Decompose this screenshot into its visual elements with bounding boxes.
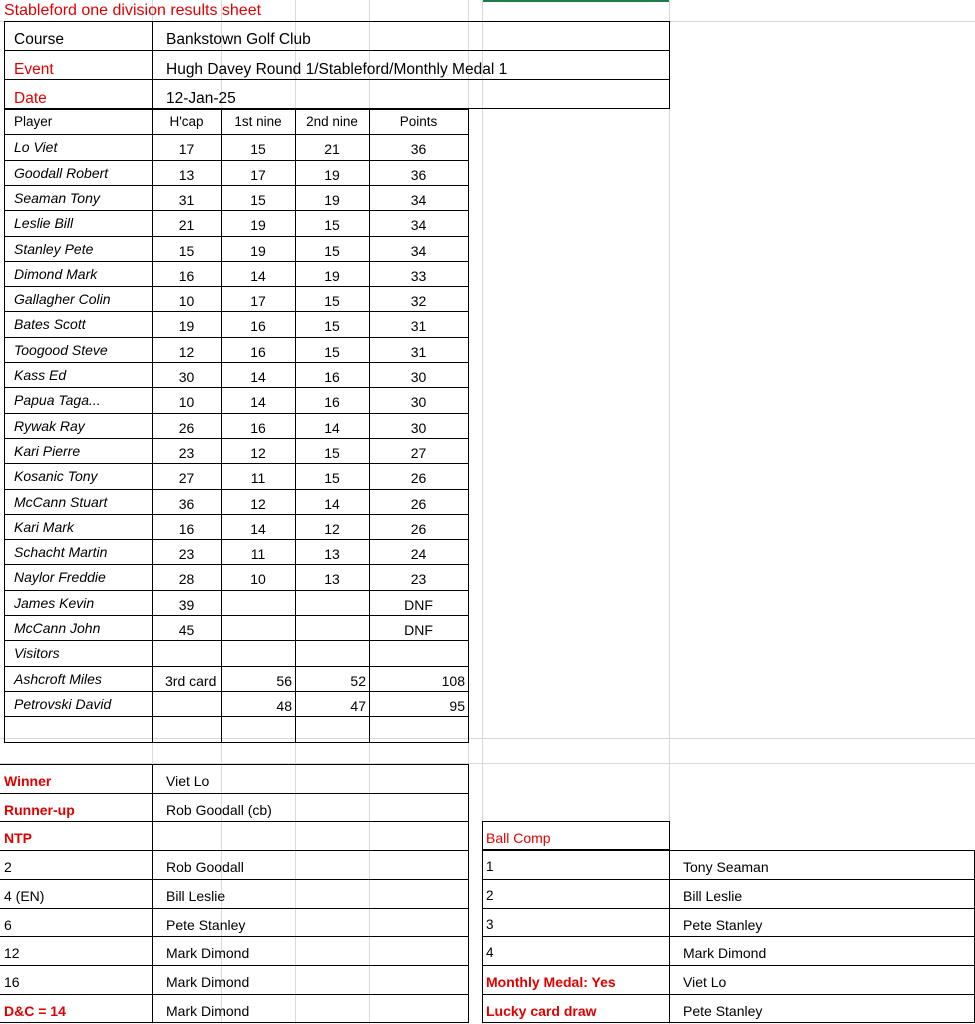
player-first-nine: 16	[250, 419, 266, 436]
header-divider	[152, 21, 153, 109]
player-second-nine: 15	[324, 293, 340, 310]
player-first-nine: 12	[250, 444, 266, 461]
player-name: Leslie Bill	[14, 215, 74, 232]
results-row-border	[0, 793, 469, 794]
ball-comp-name[interactable]: Mark Dimond	[683, 945, 767, 962]
player-first-nine: 10	[250, 571, 266, 588]
player-hcap: 31	[178, 191, 195, 208]
ball-comp-label: Ball Comp	[486, 830, 551, 847]
player-second-nine: 21	[324, 141, 340, 158]
player-name: Bates Scott	[14, 316, 86, 333]
player-name: Rywak Ray	[14, 417, 85, 434]
player-hcap: 39	[178, 596, 195, 613]
course-label: Course	[14, 31, 64, 48]
header-divider	[4, 79, 670, 80]
results-row-border	[0, 965, 469, 966]
player-hcap: 27	[178, 470, 195, 487]
runner-up-label: Runner-up	[4, 801, 75, 818]
player-name: Goodall Robert	[14, 164, 109, 181]
visitor-name: Petrovski David	[14, 695, 112, 712]
player-name: Papua Taga...	[14, 392, 101, 409]
results-row-border	[0, 821, 469, 822]
ball-comp-place: 2	[486, 887, 494, 903]
player-name: James Kevin	[14, 594, 95, 611]
lucky-card-label: Lucky card draw	[486, 1002, 597, 1019]
player-hcap: 23	[178, 444, 195, 461]
col-header-2: 1st nine	[234, 114, 282, 129]
player-points: 24	[410, 546, 427, 563]
player-name: Lo Viet	[14, 139, 58, 156]
results-row-border	[0, 994, 469, 995]
player-name: Schacht Martin	[14, 544, 108, 561]
player-second-nine: 19	[324, 267, 340, 284]
player-hcap: 36	[178, 495, 195, 512]
player-points: 26	[410, 495, 427, 512]
player-points: 34	[410, 191, 427, 208]
player-name: Kari Mark	[14, 518, 74, 535]
player-second-nine: 13	[324, 546, 340, 563]
player-second-nine: 15	[324, 444, 340, 461]
player-points: 23	[410, 571, 427, 588]
event-value[interactable]: Hugh Davey Round 1/Stableford/Monthly Medal 1	[166, 61, 508, 78]
player-second-nine: 14	[324, 419, 340, 436]
selected-cell-indicator	[483, 0, 669, 2]
player-points: 30	[410, 394, 427, 411]
player-hcap: 12	[178, 343, 195, 360]
player-name: Dimond Mark	[14, 265, 98, 282]
player-second-nine: 19	[324, 166, 340, 183]
player-first-nine: 16	[250, 343, 266, 360]
player-points: 32	[410, 293, 427, 310]
player-first-nine: 15	[250, 141, 266, 158]
ball-comp-place: 1	[486, 859, 494, 875]
ball-comp-row-border	[482, 1022, 975, 1023]
player-hcap: 21	[178, 217, 195, 234]
dc-value[interactable]: Mark Dimond	[166, 1002, 250, 1019]
player-points: 33	[410, 267, 427, 284]
player-second-nine: 12	[324, 520, 340, 537]
ntp-hole: 16	[4, 973, 20, 990]
ball-comp-name[interactable]: Tony Seaman	[683, 859, 769, 876]
player-name: Stanley Pete	[14, 240, 94, 257]
player-points: 26	[410, 470, 427, 487]
dc-label: D&C = 14	[4, 1002, 66, 1019]
visitors-label: Visitors	[14, 645, 60, 662]
visitor-second-nine: 47	[350, 697, 366, 714]
player-second-nine: 16	[324, 369, 340, 385]
player-second-nine: 15	[324, 242, 340, 259]
player-hcap: 45	[178, 622, 195, 638]
player-name: Kass Ed	[14, 367, 67, 383]
player-first-nine: 14	[250, 267, 266, 284]
player-second-nine: 15	[324, 217, 340, 234]
ntp-hole: 6	[4, 916, 12, 933]
header-divider	[4, 50, 670, 51]
player-points: 27	[410, 444, 427, 461]
player-hcap: 17	[178, 141, 195, 158]
table-row-border	[4, 640, 469, 641]
player-points: 30	[410, 419, 427, 436]
ball-comp-place: 3	[486, 916, 494, 932]
visitor-hcap: 3rd card	[165, 672, 217, 689]
course-value[interactable]: Bankstown Golf Club	[166, 31, 311, 48]
results-row-border	[0, 879, 469, 880]
player-second-nine: 16	[324, 394, 340, 411]
player-hcap: 30	[178, 369, 195, 385]
player-hcap: 23	[178, 546, 195, 563]
player-points: 36	[410, 141, 427, 158]
player-first-nine: 11	[250, 546, 266, 563]
player-second-nine: 15	[324, 470, 340, 487]
player-second-nine: 19	[324, 191, 340, 208]
player-first-nine: 14	[250, 369, 266, 385]
ball-comp-row-border	[482, 994, 975, 995]
results-col-border	[152, 764, 153, 1022]
runner-up-value[interactable]: Rob Goodall (cb)	[166, 801, 272, 818]
player-first-nine: 16	[250, 318, 266, 335]
player-first-nine: 14	[250, 520, 266, 537]
date-value[interactable]: 12-Jan-25	[166, 90, 236, 107]
sheet-title: Stableford one division results sheet	[4, 2, 262, 19]
player-hcap: 28	[178, 571, 195, 588]
ntp-hole: 2	[4, 859, 12, 876]
results-row-border	[0, 936, 469, 937]
player-points: 36	[410, 166, 427, 183]
ball-comp-name[interactable]: Pete Stanley	[683, 916, 763, 933]
event-label: Event	[14, 61, 54, 78]
player-name: McCann John	[14, 620, 101, 636]
player-second-nine: 15	[324, 318, 340, 335]
visitor-first-nine: 56	[276, 672, 292, 689]
player-first-nine: 14	[250, 394, 266, 411]
player-first-nine: 19	[250, 242, 266, 259]
ball-comp-row-border	[482, 879, 975, 880]
player-first-nine: 19	[250, 217, 266, 234]
ball-comp-row-border	[482, 936, 975, 937]
visitor-name: Ashcroft Miles	[14, 670, 102, 687]
player-points: 31	[410, 318, 427, 335]
winner-value[interactable]: Viet Lo	[166, 773, 210, 789]
col-header-1: H'cap	[169, 114, 204, 129]
ball-comp-col-border	[669, 850, 670, 1022]
player-points: DNF	[404, 622, 433, 638]
player-first-nine: 12	[250, 495, 266, 512]
player-name: Kosanic Tony	[14, 468, 98, 485]
table-row-border	[4, 109, 469, 110]
visitor-first-nine: 48	[276, 697, 292, 714]
player-hcap: 10	[178, 394, 195, 411]
ntp-hole: 12	[4, 945, 20, 962]
table-row-border	[4, 716, 469, 717]
ntp-hole: 4 (EN)	[4, 887, 45, 904]
table-row-border	[4, 742, 469, 743]
ntp-label: NTP	[4, 830, 32, 847]
player-name: Toogood Steve	[14, 341, 108, 358]
player-points: 34	[410, 217, 427, 234]
ntp-winner[interactable]: Mark Dimond	[166, 945, 250, 962]
player-points: 30	[410, 369, 427, 385]
player-first-nine: 15	[250, 191, 266, 208]
results-row-border	[0, 1022, 469, 1023]
results-row-border	[0, 908, 469, 909]
ntp-winner[interactable]: Rob Goodall	[166, 859, 244, 876]
player-name: McCann Stuart	[14, 493, 108, 510]
player-hcap: 13	[178, 166, 195, 183]
player-second-nine: 15	[324, 343, 340, 360]
player-first-nine: 11	[250, 470, 266, 487]
player-points: 31	[410, 343, 427, 360]
player-hcap: 16	[178, 520, 195, 537]
player-points: 34	[410, 242, 427, 259]
monthly-medal-value[interactable]: Viet Lo	[683, 973, 727, 990]
ball-comp-name[interactable]: Bill Leslie	[683, 887, 743, 904]
lucky-card-value[interactable]: Pete Stanley	[683, 1002, 763, 1019]
ball-comp-row-border	[482, 908, 975, 909]
player-name: Gallagher Colin	[14, 291, 111, 308]
visitor-points: 95	[449, 697, 465, 714]
player-points: DNF	[404, 596, 433, 613]
player-hcap: 15	[178, 242, 195, 259]
ntp-winner[interactable]: Pete Stanley	[166, 916, 246, 933]
ball-comp-row-border	[482, 965, 975, 966]
player-second-nine: 14	[324, 495, 340, 512]
player-first-nine: 17	[250, 166, 266, 183]
player-hcap: 26	[178, 419, 195, 436]
player-second-nine: 13	[324, 571, 340, 588]
col-header-4: Points	[399, 114, 438, 129]
visitor-second-nine: 52	[350, 672, 366, 689]
player-name: Naylor Freddie	[14, 569, 106, 586]
date-label: Date	[14, 90, 47, 107]
results-row-border	[0, 850, 469, 851]
player-hcap: 19	[178, 318, 195, 335]
visitor-points: 108	[441, 672, 465, 689]
ntp-winner[interactable]: Bill Leslie	[166, 887, 226, 904]
player-hcap: 10	[178, 293, 195, 310]
winner-label: Winner	[4, 773, 52, 789]
player-hcap: 16	[178, 267, 195, 284]
player-points: 26	[410, 520, 427, 537]
ntp-winner[interactable]: Mark Dimond	[166, 973, 250, 990]
player-name: Kari Pierre	[14, 442, 81, 459]
col-header-3: 2nd nine	[306, 114, 358, 129]
col-header-player: Player	[14, 114, 53, 129]
player-first-nine: 17	[250, 293, 266, 310]
player-name: Seaman Tony	[14, 189, 100, 206]
ball-comp-place: 4	[486, 945, 494, 961]
monthly-medal-label: Monthly Medal: Yes	[486, 973, 616, 990]
